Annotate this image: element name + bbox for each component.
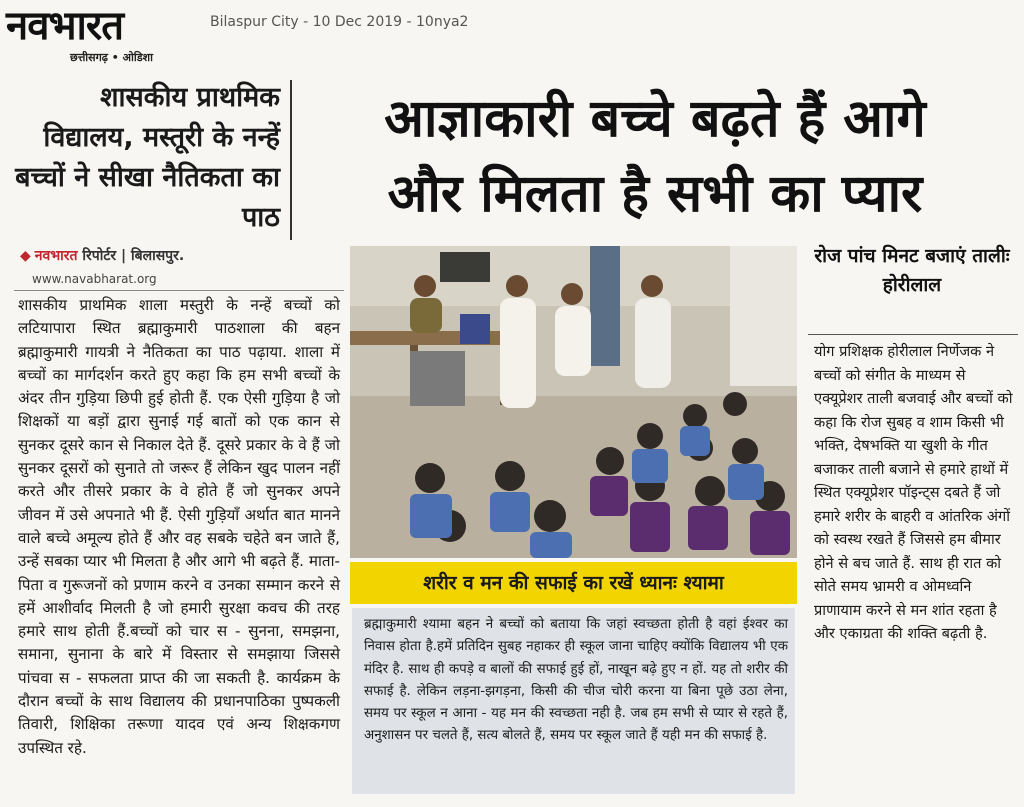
headline-divider bbox=[290, 80, 292, 240]
region-label: छत्तीसगढ़ • ओडिशा bbox=[70, 51, 153, 64]
main-headline-line1: आज्ञाकारी बच्चे बढ़ते हैं आगे bbox=[384, 89, 926, 149]
edition-line: Bilaspur City - 10 Dec 2019 - 10nya2 bbox=[210, 14, 469, 30]
right-body: योग प्रशिक्षक होरीलाल निर्णेजक ने बच्चों को संगीत के माध्यम से एक्यूप्रेशर ताली बजवाई और बच्चों को कहा कि रोज सुबह व शाम किसी भी भक्ति, देषभक्ति या खुशी के गीत बजाकर ताली बजाने से हमारे हाथों में स्थित एक्यूप्रेशर पॉइन्ट्स दबते हैं जो हमारे शरीर के बाहरी व आंतरिक अंगों को स्वस्थ रखते हैं जिससे हम बीमार होने से बच जाते हैं. साथ ही रात को सोते समय भ्रामरी व ओमध्वनि प्राणायाम करने से मन शांत रहता है और एकाग्रता की शक्ति बढ़ती है. bbox=[814, 343, 1013, 642]
side-headline: शासकीय प्राथमिक विद्यालय, मस्तूरी के नन्हें बच्चों ने सीखा नैतिकता का पाठ bbox=[15, 82, 280, 233]
byline-brand: नवभारत bbox=[34, 248, 78, 264]
right-divider bbox=[808, 334, 1018, 335]
website-url: www.navabharat.org bbox=[32, 272, 157, 286]
byline-divider bbox=[14, 290, 344, 291]
newspaper-logo bbox=[6, 4, 194, 56]
byline bbox=[20, 246, 184, 265]
main-headline bbox=[300, 82, 1010, 232]
diamond-icon: ◆ bbox=[20, 248, 31, 264]
byline-rest: रिपोर्टर | बिलासपुर. bbox=[82, 248, 185, 264]
article-body: शासकीय प्राथमिक शाला मस्तुरी के नन्हें बच्चों को लटियापारा स्थित ब्रह्माकुमारी पाठशाला की बहन ब्रह्माकुमारी गायत्री ने नैतिकता का पाठ पढ़ाया. शाला में बच्चों का मार्गदर्शन करते हुए कहा कि हम सभी बच्चों के अंदर तीन गुड़िया छिपी हुई होती हैं. एक ऐसी गुड़िया है जो शिक्षकों या बड़ों द्वारा सुनाई गई बातों को एक कान से सुनकर दूसरे कान से निकाल देते हैं. दूसरे प्रकार के वे हैं जो सुनकर दूसरों को सुनाते तो जरूर हैं लेकिन खुद पालन नहीं करते और तीसरे प्रकार के वे होते हैं जो सुनकर अपने जीवन में उसे अपनाते भी हैं. ऐसी गुड़ियाँ अर्थात बात मानने वाले बच्चे अमूल्य होते हैं और वह सबके चहेते बन जाते हैं, उन्हें सबका प्यार भी मिलता है और आगे भी बढ़ते हैं. माता-पिता व गुरूजनों को प्रणाम करने व उनका सम्मान करने से हमें आशीर्वाद मिलती है जो हमारी सुरक्षा कवच की तरह हमारे साथ होती हैं.बच्चों को चार स - सुनना, समझना, समाना, सुनाना के बारे में विस्तार से समझाया जिससे पांचवा स - सफलता प्राप्त की जा सकती है. कार्यक्रम के दौरान बच्चों के साथ विद्यालय की प्रधानपाठिका पुष्पकली तिवारी, शिक्षिका तरूणा यादव एवं अन्य शिक्षकगण उपस्थित रहे. bbox=[18, 296, 340, 757]
main-headline-line2: और मिलता है सभी का प्यार bbox=[387, 164, 923, 224]
logo-text: नवभारत bbox=[6, 3, 124, 49]
photo-caption: शरीर व मन की सफाई का रखें ध्यानः श्यामा bbox=[423, 572, 724, 594]
right-headline: रोज पांच मिनट बजाएं तालीः होरीलाल bbox=[814, 245, 1010, 296]
box-text: ब्रह्माकुमारी श्यामा बहन ने बच्चों को बताया कि जहां स्वच्छता होती है वहां ईश्वर का निवास होता है.हमें प्रतिदिन सुबह नहाकर ही स्कूल जाना चाहिए क्योंकि विद्यालय भी एक मंदिर है. साथ ही कपड़े व बालों की सफाई हुई हों, नाखून बढ़े हुए न हों. यह तो शरीर की सफाई है. लेकिन लड़ना-झगड़ना, किसी की चीज चोरी करना या बिना पूछे उठा लेना, समय पर स्कूल न आना - यह मन की स्वच्छता नही है. जब हम सभी से प्यार से रहते हैं, अनुशासन पर चलते हैं, सत्य बोलते हैं, समय पर स्कूल जाते हैं यही मन की सफाई है. bbox=[364, 617, 788, 744]
classroom-photo bbox=[350, 246, 797, 558]
